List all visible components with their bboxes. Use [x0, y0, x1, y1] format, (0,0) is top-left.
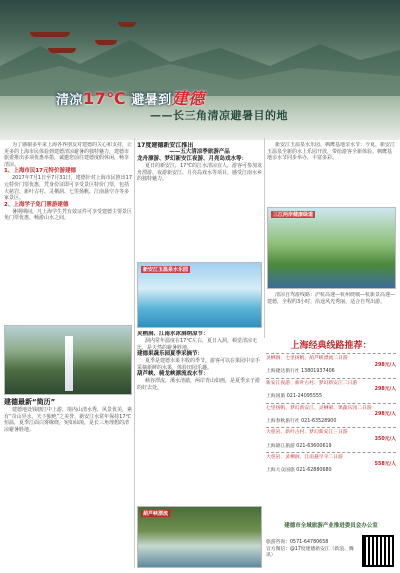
- greenway-photo: [267, 207, 396, 289]
- organizer-name: 建德市全域旅游产业推进委员会办公室: [284, 523, 378, 529]
- waterfall-stream: [65, 336, 73, 391]
- boat-1: [30, 32, 70, 37]
- section-1-text: 2017年7月1日至7月31日，建德针对上海市民推出17元特价门票优惠，凭身份证即可享受景区特价门票，包括大慈岩、新叶古村、灵栖洞、七里扬帆、江南悬空寺等多家景区。: [4, 175, 132, 202]
- mid-heading: 17度建德新安江推出: [137, 142, 194, 149]
- product-3-text: 夏季是建德水果丰收的季节，游客可以在果园中亲手采摘新鲜的水果，体验田园乐趣。: [137, 358, 261, 371]
- greenway-caption: 三江两岸健康绿道: [273, 212, 314, 218]
- route-item: [266, 452, 396, 477]
- route-price: 298元/人: [374, 362, 396, 368]
- left-column-bottom: [4, 398, 132, 570]
- section-2-heading: 2、上海学子免门票游建德: [4, 201, 69, 208]
- rafting-caption: 葫芦峡漂流: [143, 511, 169, 517]
- bike-text: 清凉自驾游线路：沪杭高速—杭州绕城—杭新景高速—建德，全程约3小时，沿途风光秀丽，适合自驾出游。: [267, 292, 396, 305]
- route-item: [266, 403, 396, 428]
- column-divider: [264, 138, 265, 338]
- consult-phone: 旅游咨询：0571-64780658: [266, 540, 329, 545]
- route-item: [266, 427, 396, 452]
- waterpark-photo: [137, 262, 262, 328]
- waterpark-caption: 新安江玉温泉水乐园: [143, 267, 189, 273]
- route-contact: 上海锦江旅游 021-63600619: [266, 443, 332, 449]
- waterfall-photo: [4, 325, 132, 395]
- hero-subtitle: ——长三角清凉避暑目的地: [150, 109, 288, 122]
- routes-panel: [266, 338, 396, 477]
- mid-subheading: ——五大清凉季旅游产品: [169, 149, 230, 155]
- routes-heading: 上海经典线路推荐：: [290, 341, 372, 351]
- official-wechat: 官方微信：@17度建德新安江（新浪、腾讯）: [266, 546, 354, 559]
- route-price: 298元/人: [374, 387, 396, 393]
- route-name: 灵栖洞、七里扬帆、葫芦峡漂流二日游: [266, 356, 348, 361]
- bike-text-block: [267, 292, 396, 336]
- hero-title-mid: 避暑到: [131, 93, 172, 108]
- section-1-heading: 1、上海市民17元特价游建德: [4, 168, 76, 175]
- route-contact: 上海春秋旅行社 021-63528900: [266, 418, 337, 424]
- route-contact: 上海国旅 021-24095555: [266, 393, 323, 399]
- footer-info: [266, 540, 356, 560]
- route-contact: 上海大众国旅 021-62880680: [266, 468, 332, 474]
- left-column: [4, 142, 132, 342]
- boat-3: [118, 22, 136, 27]
- section-2-text: 暑期期间，凡上海学生凭有效证件可享受建德主要景区免门票优惠，畅游山水之间。: [4, 208, 132, 222]
- product-3-heading: 建德果蔬乐园夏季采摘节：: [137, 351, 204, 358]
- route-name: 大慈岩、新叶古村、梦幻新安江三日游: [266, 430, 348, 436]
- hero-banner: [0, 0, 400, 140]
- rafting-photo: [137, 506, 262, 568]
- product-1-heading: 龙舟漂游、梦幻新安江夜游、月亮岛戏水等：: [137, 156, 248, 162]
- product-4-heading: 葫芦峡、骑龙峡漂流戏水节：: [137, 371, 209, 378]
- boat-4: [48, 48, 76, 53]
- hero-title: [56, 86, 205, 109]
- hero-place: 建德: [171, 89, 205, 108]
- route-price: 298元/人: [374, 412, 396, 418]
- route-item: [266, 378, 396, 403]
- product-2-heading: 灵栖洞、江南水冰洞纳凉节：: [137, 331, 209, 337]
- route-name: 七里扬帆、梦幻新安江、灵栖洞、果蔬乐园二日游: [266, 405, 372, 411]
- right-column: [267, 142, 396, 204]
- product-4-text: 峡谷漂流，溪水清澈，两岸青山如画，是夏季亲子游的好去处。: [137, 378, 261, 391]
- boat-2: [95, 40, 117, 45]
- product-1-text: 夏日的新安江，17℃的江水清凉宜人，游客可参加龙舟漂游、夜游新安江、月亮岛戏水等项目，感受江南水乡的独特魅力。: [137, 163, 262, 183]
- qr-code-icon: [362, 535, 394, 567]
- hero-title-pre: 清凉: [56, 93, 84, 108]
- route-price: 350元/人: [374, 436, 396, 442]
- middle-column: [137, 142, 262, 262]
- route-contact: 上海捷达旅行社 13801937406: [266, 369, 335, 375]
- route-name: 新安江夜游、新叶古村、梦幻新安江二日游: [266, 380, 358, 386]
- middle-column-2: [137, 331, 262, 506]
- intro-text: 为了感谢多年来上海各界朋友对建德的关心和支持，让更多的上海市民体验到建德清凉避暑的独特魅力，建德市旅委推出多项优惠举措，诚邀您前往建德度假休闲，畅享清凉。: [4, 142, 132, 168]
- column-divider: [134, 138, 135, 568]
- section-3-heading: 建德最新“简历”: [4, 398, 56, 406]
- route-item: [266, 353, 396, 378]
- product-2-text: 洞内常年温度在17℃左右，夏日入洞，顿觉清凉无比，是天然的避暑胜地。: [137, 338, 257, 351]
- hero-temp: 17℃: [83, 89, 127, 108]
- waterpark-text: 新安江玉温泉水乐园、枫鹰基地亲水节：今夏，新安江玉温泉全新的水上乐园开放，带给游客全新体验。枫鹰基地亲水节同步举办，丰富多彩。: [267, 142, 396, 162]
- section-3-text: 建德地处钱塘江中上游，境内山清水秀，风景优美，素有“奇山异水，天下独绝”之美誉。新安江水常年保持17℃恒温，夏季江面白雾缭绕，宛如仙境，是长三角理想的清凉避暑胜地。: [4, 407, 132, 433]
- route-price: 558元/人: [374, 461, 396, 467]
- route-name: 大慈岩、灵栖洞、江南悬空寺二日游: [266, 455, 343, 461]
